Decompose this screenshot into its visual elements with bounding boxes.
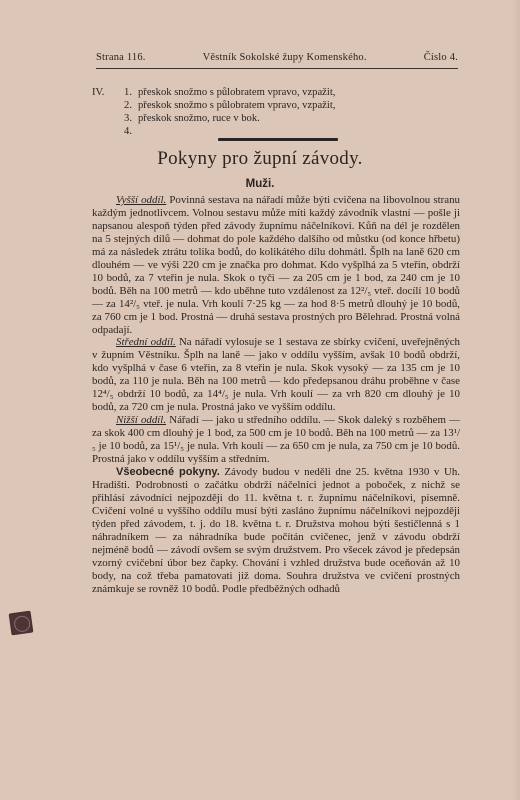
paragraph-heading: Vyšší oddíl. (116, 194, 167, 206)
page-header (96, 52, 458, 63)
paragraph-text: Povinná sestava na nářadí může býti cvičena na libovolnou stranu každým jednotlivcem. Volnou sestavu může míti každý závodník vlastní — pošle ji napsanou alespoň týden před závody župnímu náčelníkovi. Kůň na dél je rozdělen na 5 stejných dílů — dohmat do pole každého dalšího od můstku (od konce hřbetu) má za následek ztrátu tolika bodů, do kolikátého dílu dohmátl. Šplh na laně 620 cm dlouhém — ve výši 220 cm je značka pro dohmat. Kdo vyšplhá za 5 vteřin, obdrží 10 bodů, za 7 vteřin je nula. Skok o tyči — za 205 cm je 1 bod, za 240 cm je 10 bodů. Běh na 100 metrů — kdo uběhne tuto vzdálenost za 12²/₅ vteř. docílí 10 bodů — za 14²/₅ vteř. je nula. Vrh koulí 7·25 kg — za hod 8·5 metrů dlouhý je 10 bodů, za 760 cm je 1 bod. Prostná — druhá sestava prostných pro Bělehrad. Prostná volná odpadají. (92, 194, 460, 336)
item-text: přeskok snožmo, ruce v bok. (138, 113, 260, 124)
article-body (92, 194, 460, 596)
item-number: 1. (124, 87, 132, 98)
paragraph-general-instructions (92, 466, 460, 596)
exercise-item (122, 112, 452, 125)
section-title: Pokyny pro župní závody. (157, 148, 363, 169)
paragraph-heading: Všeobecné pokyny. (116, 466, 220, 479)
paragraph-middle-division (92, 336, 460, 414)
paragraph-text: Nářadí — jako u středního oddílu. — Skok daleký s rozběhem — za skok 400 cm dlouhý je 1 bod, za 500 cm je 10 bodů. Běh na 100 metrů — za 13¹/₅ je 10 bodů, za 15¹/₅ je nula. Vrh koulí — za 650 cm je nula, za 750 cm je 10 bodů. Prostná jako v oddílu vyšším a středním. (92, 414, 461, 466)
paragraph-text: Na nářadí vylosuje se 1 sestava ze sbírky cvičení, uveřejněných v župním Věstníku. Šplh na laně — jako v oddílu vyšším, avšak 10 bodů obdrží, kdo vyšplhá v čase 6 vteřin, za 8 vteřin je nula. Skok vysoký — za 135 cm je 10 bodů, za 110 je nula. Běh na 100 metrů — kdo předepsanou dráhu proběhne v čase 12⁴/₅ obdrží 10 bodů, za 14⁴/₅ je nula. Vrh koulí — za vrh 820 cm dlouhý je 10 bodů, za 720 cm je nula. Prostná jako ve vyšším oddílu. (92, 336, 460, 414)
page-number: Strana 116. (96, 52, 146, 63)
item-text: přeskok snožmo s půlobratem vpravo, vzpažit, (138, 87, 336, 98)
item-number: 3. (124, 113, 132, 124)
item-text: přeskok snožmo s půlobratem vpravo, vzpažit, (138, 100, 336, 111)
item-number: 4. (124, 126, 132, 137)
paragraph-text: Závody budou v neděli dne 25. května 1930 v Uh. Hradišti. Podrobnosti o začátku obdrží náčelníci jednot a poboček, z nichž se přihlásí závodníci nejpozději do 11. května t. r. župnímu náčelníkovi, písemně. Cvičení volné u vyššího oddílu musí býti zasláno župnímu náčelníkovi nejpozději týden před závodem, t. j. do 18. května t. r. Družstva mohou býti šestičlenná s 1 náhradníkem — za náhradníka bude počítán cvičenec, jenž v závodu obdrží nejméně bodů — závodí ovšem se svým družstvem. Pro všecek závod je předepsán vzorný cvičební úbor bez čapky. Chování i vzhled družstva bude oceňován až 10 body, na což třeba pamatovati již doma. Souhra družstva ve cvičení prostných známkuje se rovněž 10 bodů. Podle předběžných odhadů (92, 466, 460, 595)
journal-title: Věstník Sokolské župy Komenského. (202, 52, 367, 63)
paragraph-higher-division (92, 194, 460, 336)
library-stamp (9, 611, 34, 636)
page-edge-shadow (512, 0, 520, 800)
paragraph-heading: Nižší oddíl. (116, 414, 167, 427)
exercise-items (92, 86, 452, 138)
exercise-item (122, 125, 452, 138)
issue-number: Číslo 4. (423, 52, 458, 63)
exercise-list-iv (92, 86, 452, 138)
section-subtitle: Muži. (245, 178, 275, 190)
item-number: 2. (124, 100, 132, 111)
paragraph-lower-division (92, 414, 460, 466)
roman-numeral: IV. (92, 87, 105, 98)
header-rule (96, 68, 458, 69)
exercise-item (122, 86, 452, 99)
exercise-item (122, 99, 452, 112)
paragraph-heading: Střední oddíl. (116, 336, 176, 349)
section-divider (218, 138, 338, 141)
